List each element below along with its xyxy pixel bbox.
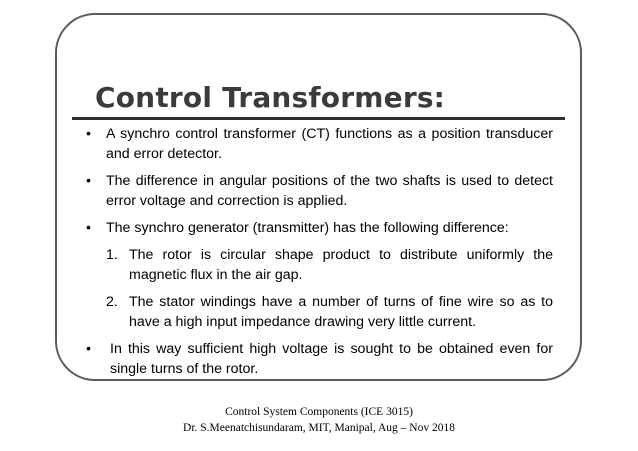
bullet-text: The difference in angular positions of the two shafts is used to detect error voltage and correction is applied.	[106, 173, 553, 209]
numbered-list	[106, 245, 553, 332]
bullet-text: A synchro control transformer (CT) functions as a position transducer and error detector.	[106, 126, 553, 162]
item-number: 1.	[106, 247, 118, 263]
bullet-icon: •	[86, 341, 91, 357]
bullet-icon: •	[86, 126, 91, 142]
bullet-item	[80, 124, 553, 164]
item-number: 2.	[106, 294, 118, 310]
bullet-icon: •	[86, 173, 91, 189]
bullet-text: In this way sufficient high voltage is sought to be obtained even for single turns of the rotor.	[110, 341, 553, 377]
footer-course: Control System Components (ICE 3015)	[225, 406, 413, 418]
numbered-item	[106, 292, 553, 332]
footer-author: Dr. S.Meenatchisundaram, MIT, Manipal, Aug – Nov 2018	[183, 422, 455, 434]
slide-title: Control Transformers:	[95, 81, 446, 114]
item-text: The stator windings have a number of turns of fine wire so as to have a high input impedance drawing very little current.	[129, 294, 553, 330]
slide-footer	[0, 404, 638, 436]
bullet-item	[80, 218, 553, 238]
bullet-text: The synchro generator (transmitter) has the following difference:	[106, 220, 509, 236]
bullet-item	[80, 171, 553, 211]
bullet-item	[80, 339, 553, 379]
numbered-item	[106, 245, 553, 285]
bullet-icon: •	[86, 220, 91, 236]
item-text: The rotor is circular shape product to distribute uniformly the magnetic flux in the air gap.	[129, 247, 553, 283]
title-underline	[72, 117, 565, 120]
slide-content	[80, 124, 553, 386]
